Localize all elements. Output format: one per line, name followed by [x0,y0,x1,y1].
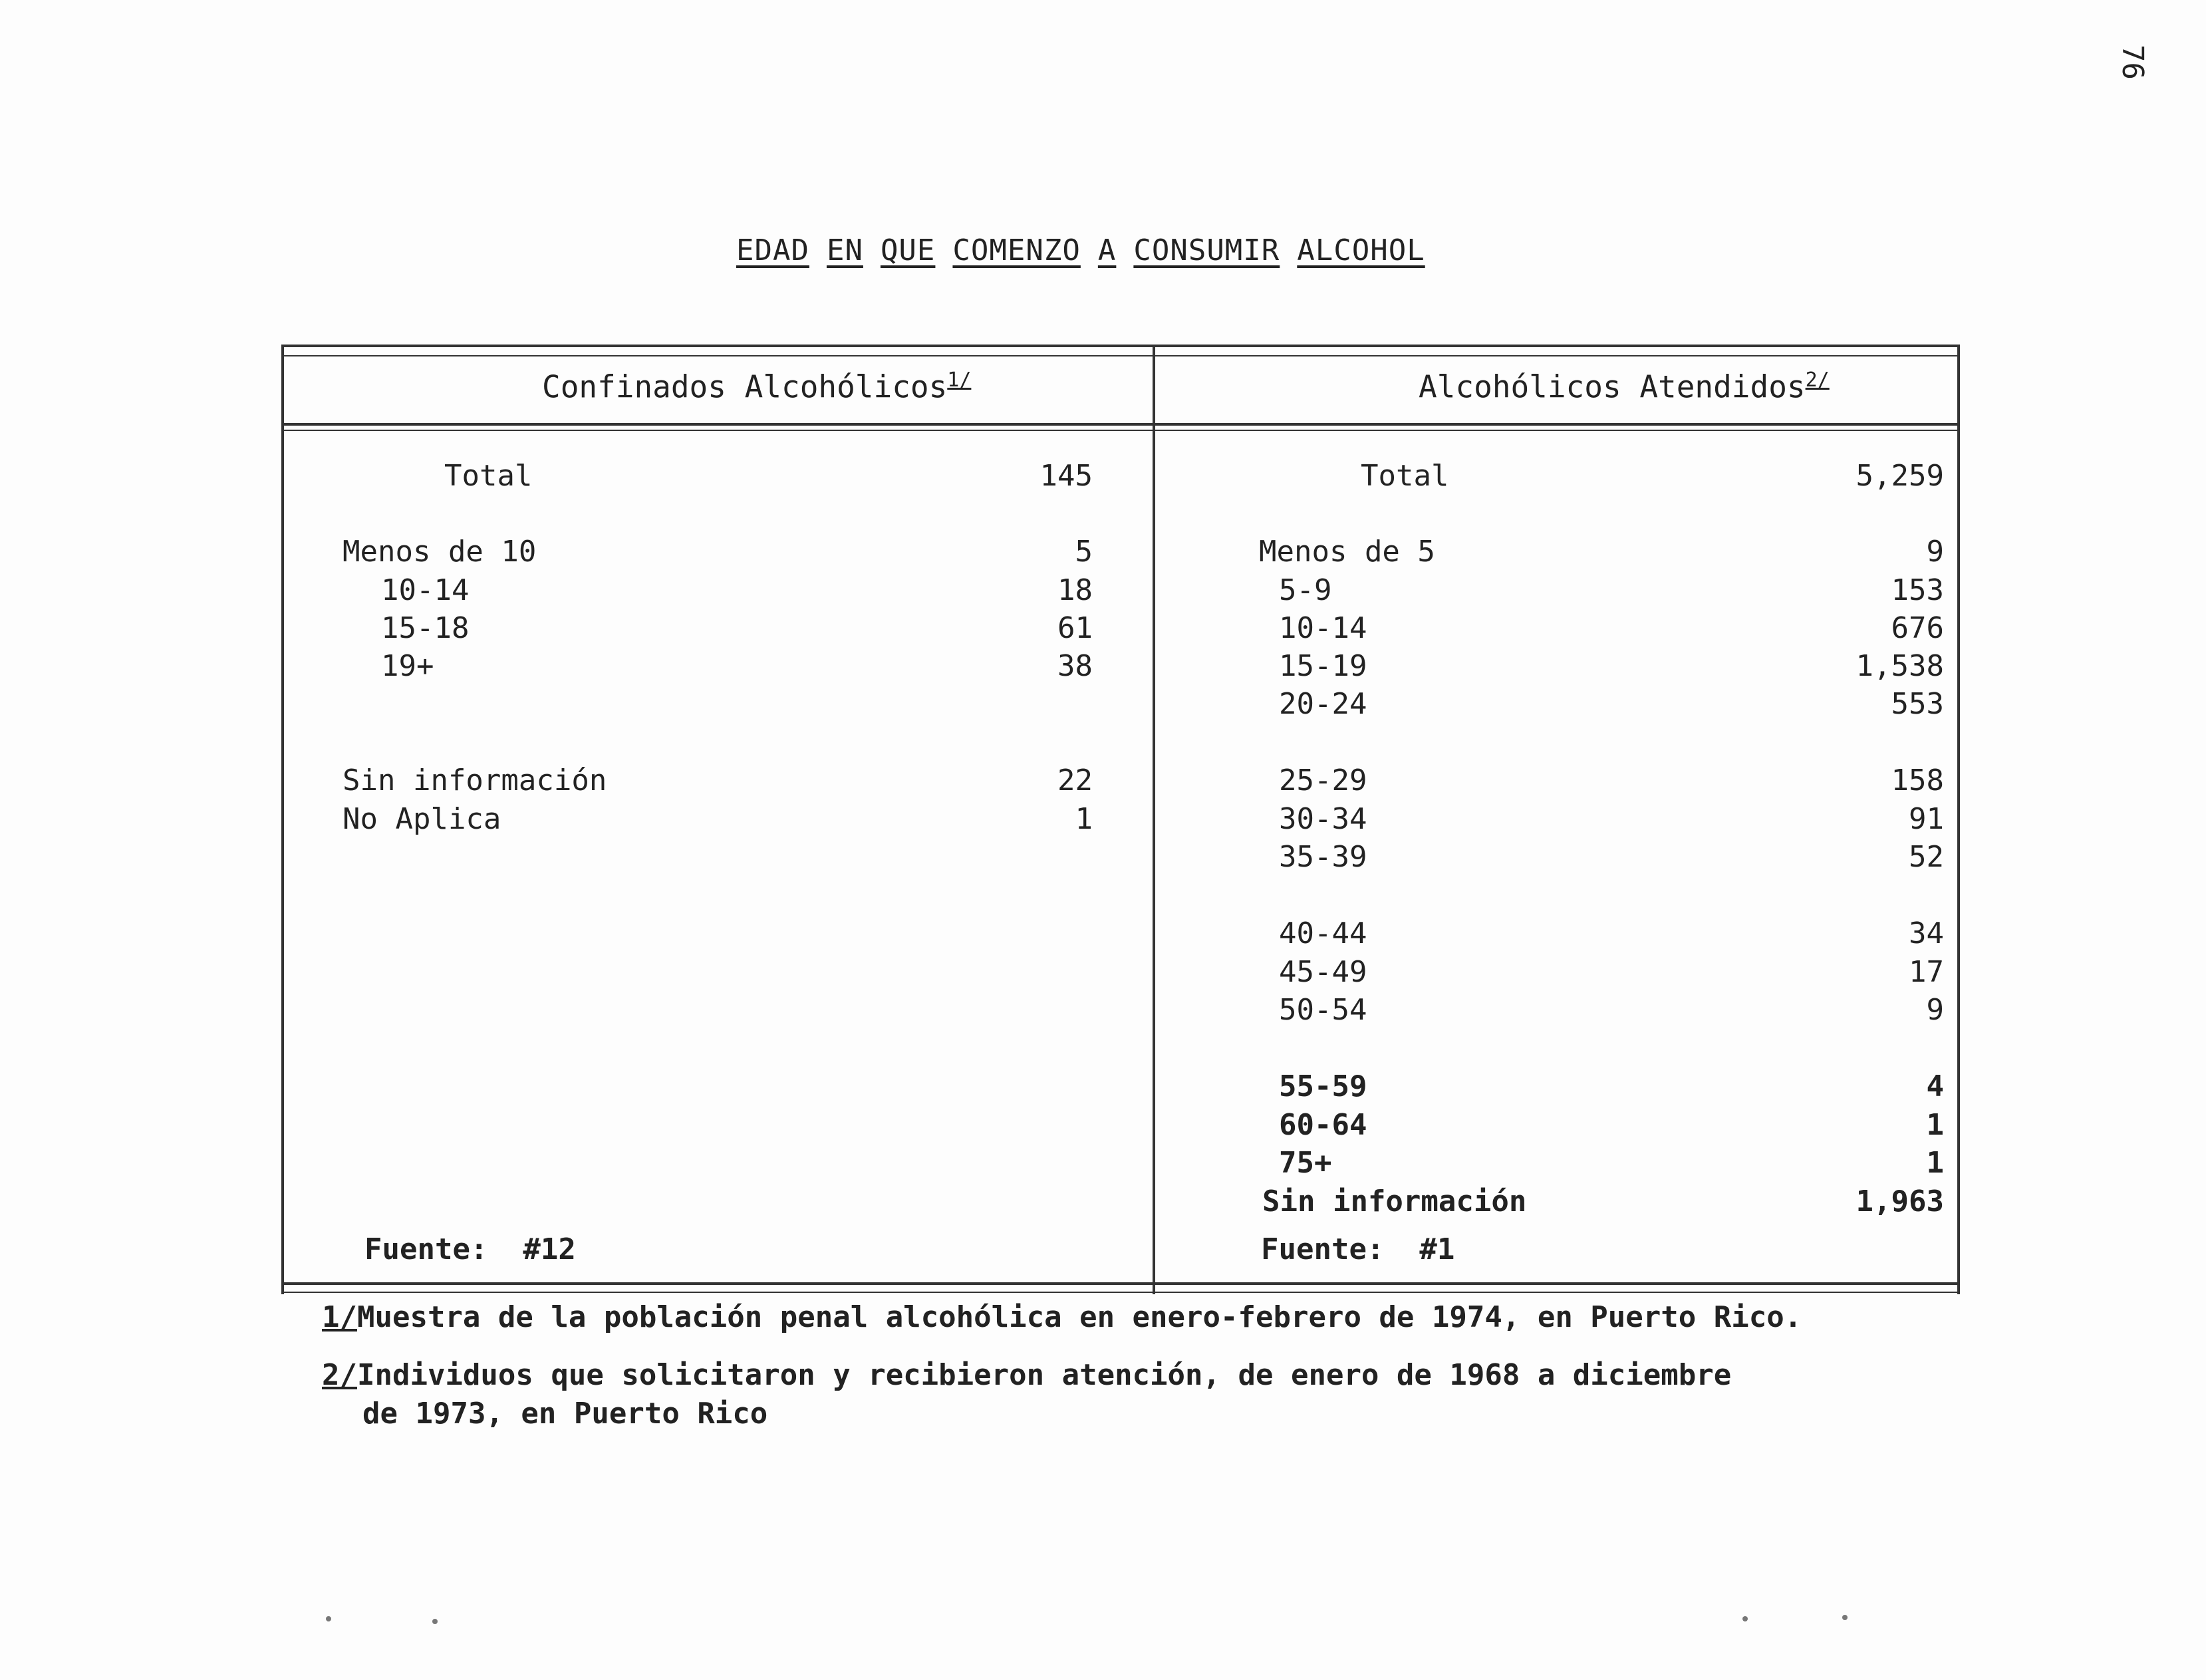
row-value: 5 [1075,535,1093,569]
footnote-mark: 2/ [322,1358,357,1392]
row-value: 1,963 [1856,1185,1944,1218]
row-value: 61 [1057,611,1093,645]
row-label: 50-54 [1279,993,1367,1027]
page-number: 76 [2115,45,2149,80]
row-label: 5-9 [1279,573,1332,607]
row-value: 52 [1909,840,1944,874]
row-label: 10-14 [381,573,470,607]
source-note: Fuente: #1 [1261,1232,1455,1266]
title-word: EDAD [736,233,809,267]
row-label: 20-24 [1279,687,1367,721]
scan-speck [326,1616,331,1621]
row-value: 158 [1891,764,1944,797]
row-value: 18 [1057,573,1093,607]
title-word: COMENZO [952,233,1081,267]
row-value: 676 [1891,611,1944,645]
row-label: Sin información [343,764,607,797]
footnote-text: Muestra de la población penal alcohólica en enero-febrero de 1974, en Puerto Rico. [356,1300,1802,1334]
row-value: 553 [1891,687,1944,721]
header-divider-inner [281,430,1960,431]
row-label: Menos de 10 [343,535,537,569]
footnote-mark: 1/ [947,368,972,392]
title-word: QUE [880,233,936,267]
footnote-text: Individuos que solicitaron y recibieron atención, de enero de 1968 a diciembre [356,1358,1732,1392]
title-word: CONSUMIR [1133,233,1280,267]
scan-speck [432,1619,438,1624]
row-label: 30-34 [1279,802,1367,836]
row-label: 15-18 [381,611,470,645]
row-value: 9 [1926,535,1944,569]
table-border-bottom-inner [281,1282,1960,1285]
row-label: 10-14 [1279,611,1367,645]
row-label: 60-64 [1279,1108,1367,1142]
row-value: 17 [1909,955,1944,989]
title-word: EN [826,233,863,267]
row-label: 45-49 [1279,955,1367,989]
title-word: A [1097,233,1117,267]
row-value: 9 [1926,993,1944,1027]
row-value: 38 [1057,649,1093,683]
row-value: 153 [1891,573,1944,607]
footnote-2 [322,1358,1731,1392]
title-word: ALCOHOL [1297,233,1425,267]
row-value: 1 [1926,1146,1944,1180]
table-border-left [281,345,284,1294]
right-column-header: Alcohólicos Atendidos$^{2/}$ [1419,368,1830,405]
column-divider [1153,345,1155,1294]
footnote-2-continuation: de 1973, en Puerto Rico [362,1397,768,1431]
row-value: 4 [1926,1069,1944,1103]
row-label: 19+ [381,649,434,683]
total-value: 5,259 [1856,459,1944,493]
source-note: Fuente: #12 [364,1232,576,1266]
row-label: No Aplica [343,802,501,836]
total-label: Total [1361,459,1449,493]
row-value: 91 [1909,802,1944,836]
footnote-mark: 1/ [322,1300,357,1334]
total-value: 145 [1039,459,1093,493]
row-label: Sin información [1262,1185,1527,1218]
row-label: 75+ [1279,1146,1332,1180]
row-value: 1 [1926,1108,1944,1142]
row-label: 35-39 [1279,840,1367,874]
footnote-mark: 2/ [1805,368,1830,392]
table-border-right [1957,345,1960,1294]
footnote-1 [322,1300,1802,1334]
total-label: Total [444,459,533,493]
row-label: 25-29 [1279,764,1367,797]
row-value: 1,538 [1856,649,1944,683]
scan-speck [1842,1615,1848,1620]
header-divider [281,423,1960,426]
row-label: Menos de 5 [1259,535,1435,569]
table-border-bottom [281,1292,1960,1293]
data-table [281,345,1960,1294]
row-label: 55-59 [1279,1069,1367,1103]
row-value: 1 [1075,802,1093,836]
left-column-header: Confinados Alcohólicos$^{1/}$ [542,368,972,405]
scan-speck [1742,1616,1748,1621]
table-border-top-inner [281,355,1960,356]
row-label: 15-19 [1279,649,1367,683]
table-border-top [281,345,1960,347]
row-value: 34 [1909,916,1944,950]
row-label: 40-44 [1279,916,1367,950]
row-value: 22 [1057,764,1093,797]
page-title [700,200,1443,267]
